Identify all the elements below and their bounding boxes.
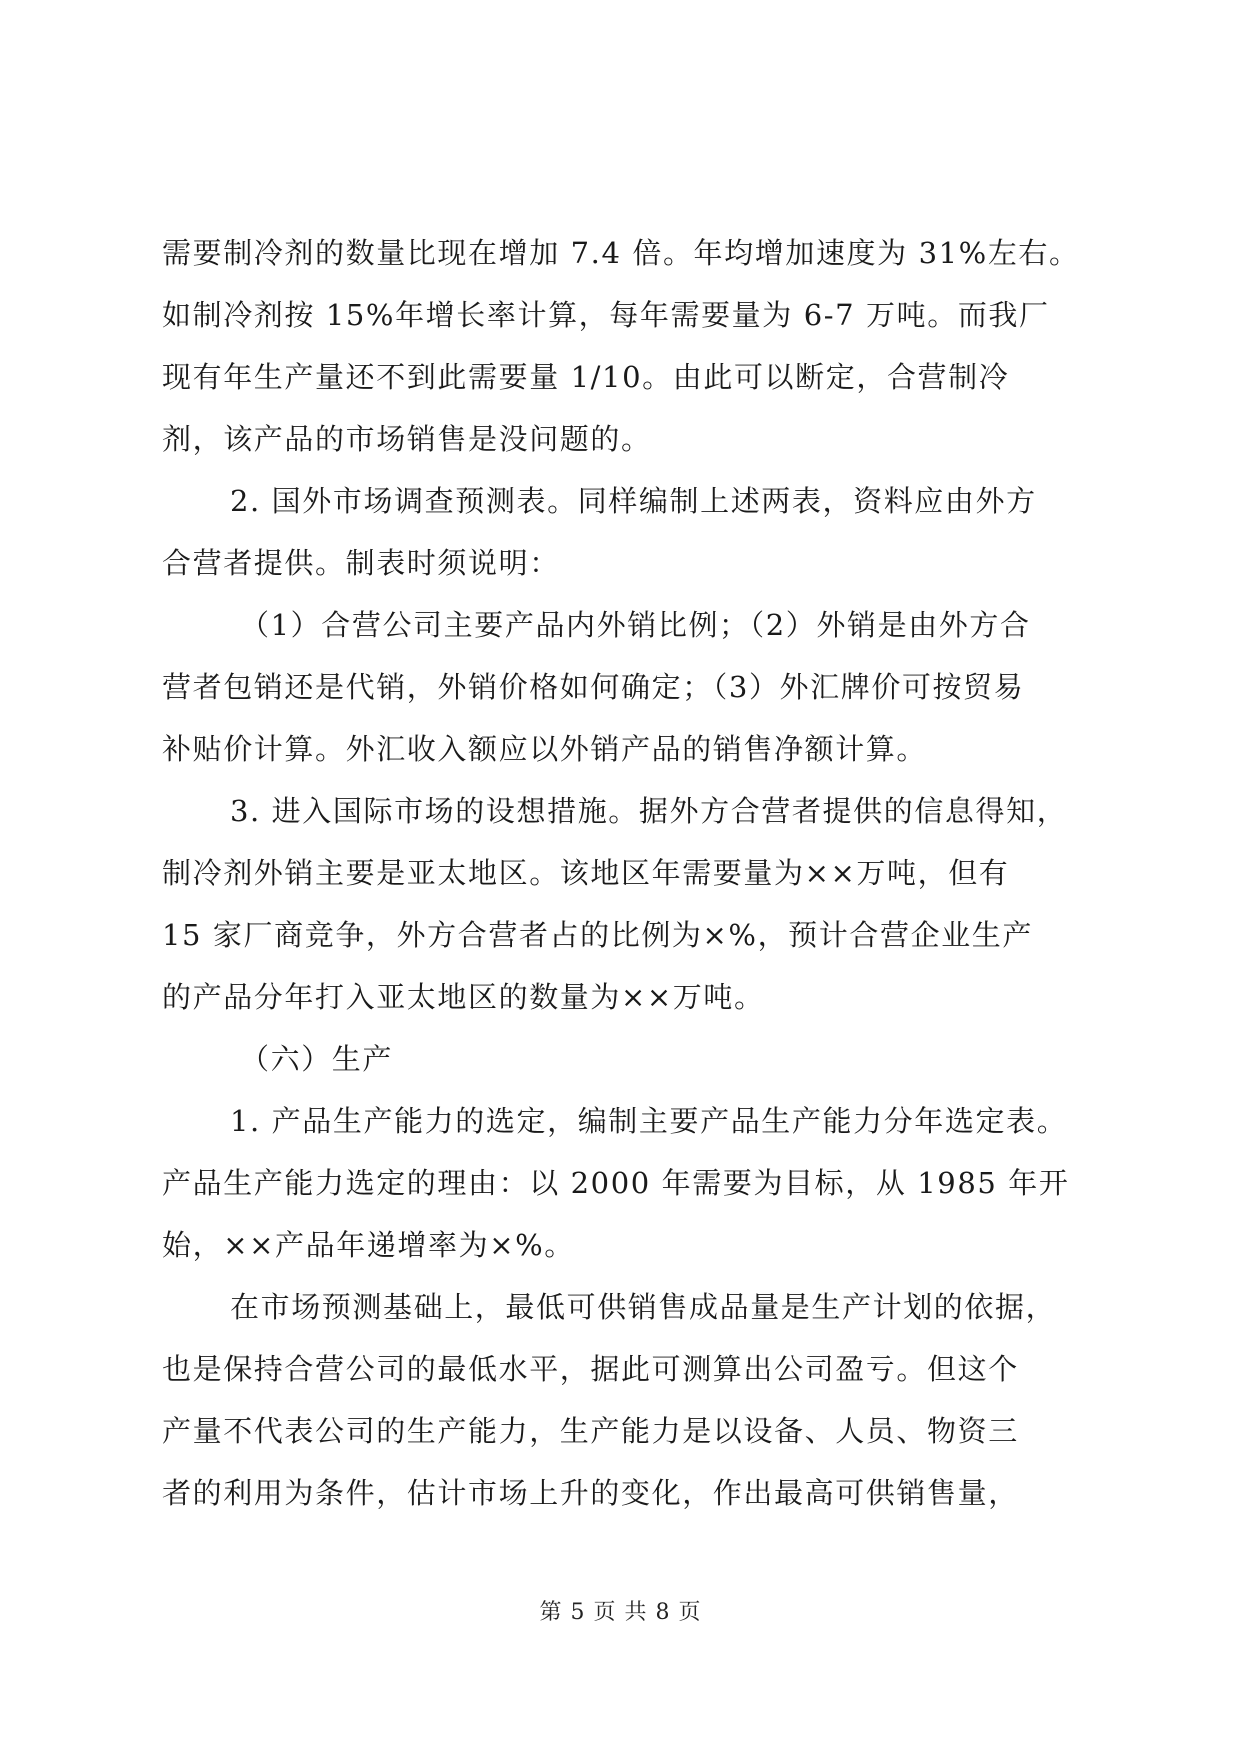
text-line: 产量不代表公司的生产能力，生产能力是以设备、人员、物资三 xyxy=(162,1414,1019,1448)
text-line: 如制冷剂按 15%年增长率计算，每年需要量为 6-7 万吨。而我厂 xyxy=(162,298,1050,332)
text-line: 在市场预测基础上，最低可供销售成品量是生产计划的依据， xyxy=(230,1290,1057,1324)
text-line: 补贴价计算。外汇收入额应以外销产品的销售净额计算。 xyxy=(162,732,928,766)
text-line: 营者包销还是代销，外销价格如何确定；（3）外汇牌价可按贸易 xyxy=(162,670,1025,704)
section-heading: （六）生产 xyxy=(240,1042,394,1076)
text-line: 合营者提供。制表时须说明： xyxy=(162,546,560,580)
text-line: 的产品分年打入亚太地区的数量为××万吨。 xyxy=(162,980,765,1014)
page-number-footer: 第 5 页 共 8 页 xyxy=(539,1600,702,1625)
text-line: （1）合营公司主要产品内外销比例；（2）外销是由外方合 xyxy=(240,608,1031,642)
text-line: 者的利用为条件，估计市场上升的变化，作出最高可供销售量， xyxy=(162,1476,1019,1510)
body-text xyxy=(162,222,1082,1524)
text-line: 3. 进入国际市场的设想措施。据外方合营者提供的信息得知， xyxy=(230,794,1068,828)
text-line: 制冷剂外销主要是亚太地区。该地区年需要量为××万吨，但有 xyxy=(162,856,1010,890)
text-line: 需要制冷剂的数量比现在增加 7.4 倍。年均增加速度为 31%左右。 xyxy=(162,236,1080,270)
text-line: 剂，该产品的市场销售是没问题的。 xyxy=(162,422,652,456)
text-line: 也是保持合营公司的最低水平，据此可测算出公司盈亏。但这个 xyxy=(162,1352,1019,1386)
text-line: 15 家厂商竞争，外方合营者占的比例为×%，预计合营企业生产 xyxy=(162,918,1033,952)
text-line: 2. 国外市场调查预测表。同样编制上述两表，资料应由外方 xyxy=(230,484,1037,518)
text-line: 产品生产能力选定的理由：以 2000 年需要为目标，从 1985 年开 xyxy=(162,1166,1070,1200)
text-line: 1. 产品生产能力的选定，编制主要产品生产能力分年选定表。 xyxy=(230,1104,1068,1138)
text-line: 现有年生产量还不到此需要量 1/10。由此可以断定，合营制冷 xyxy=(162,360,1010,394)
text-line: 始，××产品年递增率为×%。 xyxy=(162,1228,575,1262)
